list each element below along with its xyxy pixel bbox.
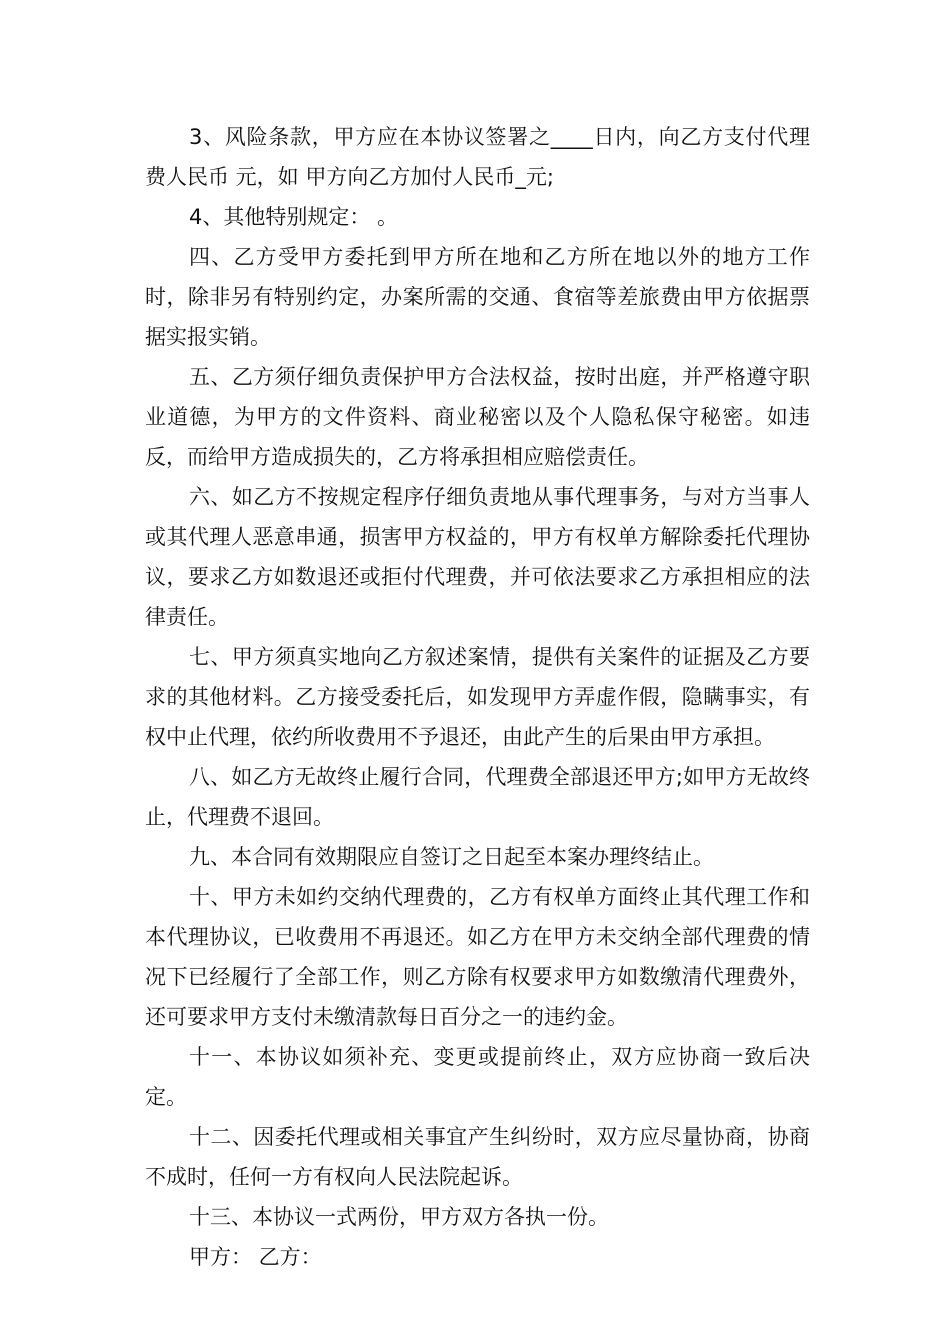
document-body: [145, 117, 810, 1277]
article-13: 十三、本协议一式两份，甲方双方各执一份。: [189, 1205, 609, 1229]
article-4: 四、乙方受甲方委托到甲方所在地和乙方所在地以外的地方工作时，除非另有特别约定，办案所需的交通、食宿等差旅费由甲方依据票据实报实销。: [145, 245, 810, 349]
article-11: 十一、本协议如须补充、变更或提前终止，双方应协商一致后决定。: [145, 1045, 810, 1109]
article-5: 五、乙方须仔细负责保护甲方合法权益，按时出庭，并严格遵守职业道德，为甲方的文件资料、商业秘密以及个人隐私保守秘密。如违反，而给甲方造成损失的，乙方将承担相应赔偿责任。: [145, 365, 810, 469]
clause-3-risk: 3、风险条款，甲方应在本协议签署之____日内，向乙方支付代理费人民币 元，如 甲方向乙方加付人民币_元;: [145, 125, 810, 189]
article-10: 十、甲方未如约交纳代理费的，乙方有权单方面终止其代理工作和本代理协议，已收费用不再退还。如乙方在甲方未交纳全部代理费的情况下已经履行了全部工作，则乙方除有权要求甲方如数缴清代理费外，还可要求甲方支付未缴清款每日百分之一的违约金。: [145, 885, 810, 1029]
article-8: 八、如乙方无故终止履行合同，代理费全部退还甲方;如甲方无故终止，代理费不退回。: [145, 765, 810, 829]
article-9: 九、本合同有效期限应自签订之日起至本案办理终结止。: [189, 845, 714, 869]
article-12: 十二、因委托代理或相关事宜产生纠纷时，双方应尽量协商，协商不成时，任何一方有权向人民法院起诉。: [145, 1125, 810, 1189]
article-6: 六、如乙方不按规定程序仔细负责地从事代理事务，与对方当事人或其代理人恶意串通，损害甲方权益的，甲方有权单方解除委托代理协议，要求乙方如数退还或拒付代理费，并可依法要求乙方承担相应的法律责任。: [145, 485, 810, 629]
clause-4-special: 4、其他特别规定： 。: [189, 205, 399, 229]
article-7: 七、甲方须真实地向乙方叙述案情，提供有关案件的证据及乙方要求的其他材料。乙方接受委托后，如发现甲方弄虚作假，隐瞒事实，有权中止代理，依约所收费用不予退还，由此产生的后果由甲方承担。: [145, 645, 810, 749]
signature-line: 甲方： 乙方：: [189, 1245, 322, 1269]
